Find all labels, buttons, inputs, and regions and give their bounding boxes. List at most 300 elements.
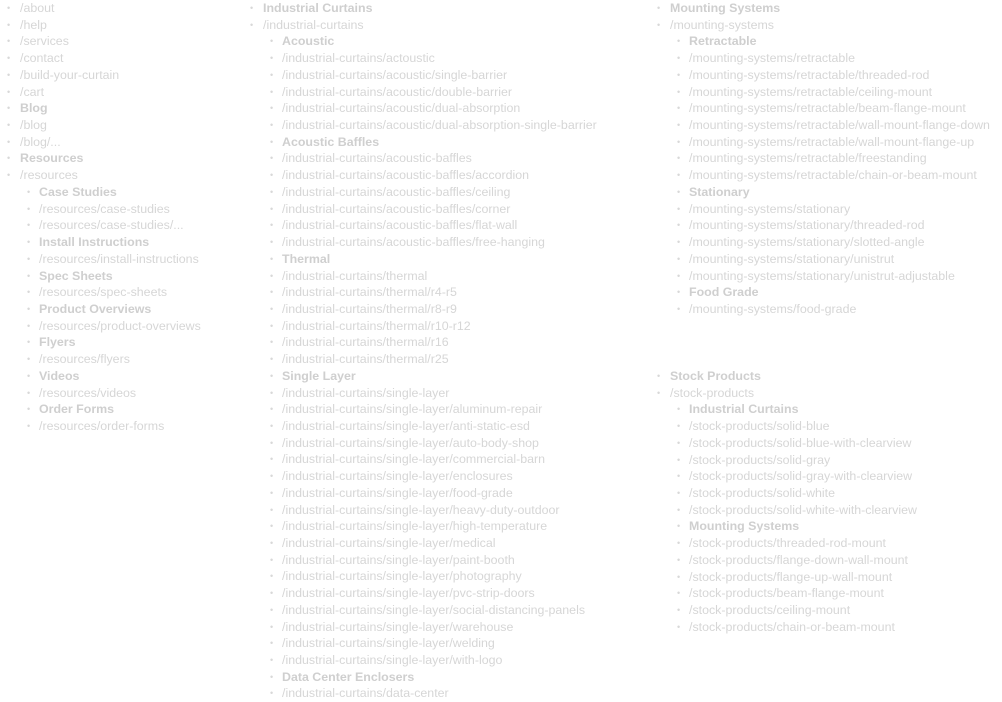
heading-stock-products: Stock Products <box>670 369 761 383</box>
sitemap-link-item[interactable] <box>244 117 644 134</box>
bullet-icon: • <box>677 471 681 482</box>
bullet-icon: • <box>270 521 274 532</box>
bullet-icon: • <box>270 454 274 465</box>
link-mounting-systems-stationary-unistrut-adjustable[interactable]: /mounting-systems/stationary/unistrut-adjustable <box>689 268 955 283</box>
link-mounting-systems-retractable-chain-or-beam-mount[interactable]: /mounting-systems/retractable/chain-or-beam-mount <box>689 168 977 183</box>
link-industrial-curtains-single-layer-heavy-duty-outdoor[interactable]: /industrial-curtains/single-layer/heavy-duty-outdoor <box>282 502 560 517</box>
link-industrial-curtains-single-layer-photography[interactable]: /industrial-curtains/single-layer/photography <box>282 569 522 584</box>
bullet-icon: • <box>270 487 274 498</box>
sitemap-link-item[interactable] <box>244 552 644 569</box>
sitemap-link-item[interactable] <box>244 184 644 201</box>
sitemap-link-item[interactable] <box>1 318 247 335</box>
sitemap-section-heading <box>1 184 247 201</box>
bullet-icon: • <box>270 370 274 381</box>
heading-food-grade: Food Grade <box>689 285 759 300</box>
sitemap-link-item[interactable] <box>651 552 1002 569</box>
sitemap-list-stock-products <box>651 368 1002 636</box>
sitemap-link-item[interactable] <box>1 284 247 301</box>
sitemap-link-item[interactable] <box>1 117 247 134</box>
bullet-icon: • <box>270 538 274 548</box>
sitemap-column-3-bottom <box>651 368 1002 636</box>
sitemap-section-heading <box>244 33 644 50</box>
sitemap-section-heading <box>651 284 1002 301</box>
bullet-icon: • <box>270 554 274 565</box>
link-stock-products-solid-blue[interactable]: /stock-products/solid-blue <box>689 419 830 434</box>
bullet-icon: • <box>7 69 11 80</box>
sitemap-link-item[interactable] <box>244 385 644 402</box>
bullet-icon: • <box>270 303 274 314</box>
link-industrial-curtains-single-layer-food-grade[interactable]: /industrial-curtains/single-layer/food-grade <box>282 485 513 500</box>
sitemap-link-item[interactable] <box>244 268 644 285</box>
sitemap-link-item[interactable] <box>244 585 644 602</box>
bullet-icon: • <box>270 337 274 348</box>
sitemap-section-heading <box>1 368 247 385</box>
link-services[interactable]: /services <box>20 34 69 49</box>
link-mounting-systems-retractable-ceiling-mount[interactable]: /mounting-systems/retractable/ceiling-mount <box>689 84 933 99</box>
heading-industrial-curtains: Industrial Curtains <box>689 402 799 417</box>
sitemap-link-item[interactable] <box>244 284 644 301</box>
bullet-icon: • <box>677 421 681 432</box>
bullet-icon: • <box>7 103 11 114</box>
bullet-icon: • <box>7 170 11 181</box>
sitemap-section-heading <box>1 268 247 285</box>
sitemap-link-item[interactable] <box>244 435 644 452</box>
bullet-icon: • <box>270 404 274 415</box>
sitemap-column-2 <box>244 0 644 702</box>
sitemap-link-item[interactable] <box>244 100 644 117</box>
bullet-icon: • <box>270 53 274 64</box>
bullet-icon: • <box>27 337 31 348</box>
sitemap-link-item[interactable] <box>244 301 644 318</box>
sitemap-section-heading <box>244 134 644 151</box>
bullet-icon: • <box>270 621 274 632</box>
link-industrial-curtains-single-layer-with-logo[interactable]: /industrial-curtains/single-layer/with-logo <box>282 653 503 668</box>
bullet-icon: • <box>677 170 681 181</box>
bullet-icon: • <box>270 420 274 431</box>
bullet-icon: • <box>27 270 31 281</box>
bullet-icon: • <box>677 270 681 281</box>
sitemap-section-heading <box>651 401 1002 418</box>
bullet-icon: • <box>677 404 681 415</box>
bullet-icon: • <box>677 437 681 448</box>
link-industrial-curtains-single-layer-enclosures[interactable]: /industrial-curtains/single-layer/enclosures <box>282 469 513 484</box>
sitemap-section-heading <box>1 234 247 251</box>
sitemap-link-item[interactable] <box>244 167 644 184</box>
sitemap-link-item[interactable] <box>1 201 247 218</box>
bullet-icon: • <box>270 170 274 181</box>
link-industrial-curtains-single-layer-warehouse[interactable]: /industrial-curtains/single-layer/warehouse <box>282 619 514 634</box>
heading-acoustic-baffles: Acoustic Baffles <box>282 134 380 149</box>
sitemap-link-item[interactable] <box>244 401 644 418</box>
bullet-icon: • <box>27 370 31 381</box>
sitemap-link-item[interactable] <box>244 502 644 519</box>
heading-product-overviews: Product Overviews <box>39 301 152 316</box>
sitemap-link-item[interactable] <box>651 217 1002 234</box>
sitemap-link-item[interactable] <box>651 468 1002 485</box>
heading-resources: Resources <box>20 151 84 166</box>
sitemap-link-item[interactable] <box>1 134 247 151</box>
bullet-icon: • <box>270 471 274 482</box>
link-stock-products-solid-blue-with-clearview[interactable]: /stock-products/solid-blue-with-clearview <box>689 435 912 450</box>
sitemap-link-item[interactable] <box>244 518 644 535</box>
sitemap-link-item[interactable] <box>244 334 644 351</box>
link-resources-product-overviews[interactable]: /resources/product-overviews <box>39 318 201 333</box>
bullet-icon: • <box>7 36 11 47</box>
sitemap-list-mounting-systems <box>651 0 1002 318</box>
link-contact[interactable]: /contact <box>20 51 64 66</box>
sitemap-link-item[interactable] <box>244 201 644 218</box>
sitemap-section-heading <box>1 150 247 167</box>
bullet-icon: • <box>677 504 681 515</box>
sitemap-link-item[interactable] <box>651 569 1002 586</box>
sitemap-link-item[interactable] <box>651 385 1002 402</box>
bullet-icon: • <box>677 136 681 147</box>
link-industrial-curtains-acoustic-baffles[interactable]: /industrial-curtains/acoustic-baffles <box>282 151 472 166</box>
bullet-icon: • <box>270 36 274 47</box>
bullet-icon: • <box>657 371 661 381</box>
sitemap-link-item[interactable] <box>244 84 644 101</box>
link-build-your-curtain[interactable]: /build-your-curtain <box>20 67 120 82</box>
bullet-icon: • <box>27 387 31 398</box>
link-resources[interactable]: /resources <box>20 168 78 183</box>
sitemap-section-heading <box>244 251 644 268</box>
sitemap-link-item[interactable] <box>244 468 644 485</box>
link-stock-products-solid-gray[interactable]: /stock-products/solid-gray <box>689 452 831 467</box>
link-cart[interactable]: /cart <box>20 84 45 99</box>
link-industrial-curtains-acoustic-baffles-flat-wall[interactable]: /industrial-curtains/acoustic-baffles/flat-wall <box>282 218 518 233</box>
bullet-icon: • <box>270 571 274 582</box>
link-mounting-systems-stationary-unistrut[interactable]: /mounting-systems/stationary/unistrut <box>689 251 895 266</box>
sitemap-link-item[interactable] <box>244 685 644 702</box>
bullet-icon: • <box>677 488 681 499</box>
sitemap-section-heading <box>244 0 644 17</box>
sitemap-link-item[interactable] <box>244 17 644 34</box>
link-stock-products-solid-white[interactable]: /stock-products/solid-white <box>689 486 835 501</box>
link-blog[interactable]: /blog/... <box>20 134 61 149</box>
sitemap-link-item[interactable] <box>651 418 1002 435</box>
bullet-icon: • <box>677 237 681 248</box>
sitemap-link-item[interactable] <box>651 67 1002 84</box>
sitemap-link-item[interactable] <box>651 435 1002 452</box>
bullet-icon: • <box>677 538 681 549</box>
sitemap-section-heading <box>244 669 644 686</box>
heading-install-instructions: Install Instructions <box>39 235 150 250</box>
bullet-icon: • <box>677 36 681 47</box>
link-industrial-curtains-acoustic-baffles-accordion[interactable]: /industrial-curtains/acoustic-baffles/accordion <box>282 168 530 183</box>
link-stock-products-beam-flange-mount[interactable]: /stock-products/beam-flange-mount <box>689 586 884 601</box>
bullet-icon: • <box>677 86 681 97</box>
sitemap-link-item[interactable] <box>651 50 1002 67</box>
sitemap-list-industrial-curtains <box>244 0 644 702</box>
heading-mounting-systems: Mounting Systems <box>689 519 800 534</box>
link-industrial-curtains-thermal-r8-r9[interactable]: /industrial-curtains/thermal/r8-r9 <box>282 301 457 316</box>
heading-data-center-enclosers: Data Center Enclosers <box>282 669 415 684</box>
link-industrial-curtains-thermal-r4-r5[interactable]: /industrial-curtains/thermal/r4-r5 <box>282 285 457 300</box>
bullet-icon: • <box>27 203 31 214</box>
link-stock-products-ceiling-mount[interactable]: /stock-products/ceiling-mount <box>689 603 851 618</box>
sitemap-link-item[interactable] <box>651 117 1002 134</box>
sitemap-link-item[interactable] <box>651 268 1002 285</box>
sitemap-section-heading <box>651 33 1002 50</box>
bullet-icon: • <box>677 220 681 231</box>
bullet-icon: • <box>677 605 681 616</box>
link-resources-case-studies[interactable]: /resources/case-studies/... <box>39 218 184 233</box>
bullet-icon: • <box>677 521 681 532</box>
bullet-icon: • <box>677 120 681 131</box>
link-industrial-curtains-acoustic-baffles-free-hanging[interactable]: /industrial-curtains/acoustic-baffles/free-hanging <box>282 235 545 250</box>
bullet-icon: • <box>677 287 681 298</box>
link-industrial-curtains-single-layer-anti-static-esd[interactable]: /industrial-curtains/single-layer/anti-static-esd <box>282 418 530 433</box>
bullet-icon: • <box>270 638 274 649</box>
bullet-icon: • <box>677 186 681 197</box>
bullet-icon: • <box>270 671 274 682</box>
sitemap-link-item[interactable] <box>1 385 247 402</box>
bullet-icon: • <box>270 320 274 331</box>
link-industrial-curtains-single-layer-pvc-strip-doors[interactable]: /industrial-curtains/single-layer/pvc-strip-doors <box>282 586 535 601</box>
link-industrial-curtains-thermal-r10-r12[interactable]: /industrial-curtains/thermal/r10-r12 <box>282 318 471 333</box>
link-stock-products-flange-down-wall-mount[interactable]: /stock-products/flange-down-wall-mount <box>689 552 908 567</box>
sitemap-link-item[interactable] <box>244 150 644 167</box>
sitemap-link-item[interactable] <box>244 652 644 669</box>
link-industrial-curtains-acoustic-dual-absorption[interactable]: /industrial-curtains/acoustic/dual-absorption <box>282 101 521 116</box>
bullet-icon: • <box>27 237 31 248</box>
bullet-icon: • <box>270 354 274 365</box>
sitemap-section-heading <box>651 0 1002 17</box>
link-mounting-systems-stationary-slotted-angle[interactable]: /mounting-systems/stationary/slotted-angle <box>689 235 925 250</box>
link-industrial-curtains-single-layer-welding[interactable]: /industrial-curtains/single-layer/welding <box>282 636 495 651</box>
bullet-icon: • <box>270 69 274 80</box>
heading-industrial-curtains: Industrial Curtains <box>263 1 373 15</box>
bullet-icon: • <box>270 504 274 515</box>
link-industrial-curtains-single-layer[interactable]: /industrial-curtains/single-layer <box>282 385 450 400</box>
sitemap-link-item[interactable] <box>651 452 1002 469</box>
sitemap-link-item[interactable] <box>1 17 247 34</box>
link-mounting-systems-retractable[interactable]: /mounting-systems/retractable <box>689 51 855 66</box>
link-industrial-curtains-thermal-r25[interactable]: /industrial-curtains/thermal/r25 <box>282 352 449 367</box>
sitemap-link-item[interactable] <box>244 50 644 67</box>
bullet-icon: • <box>27 354 31 365</box>
sitemap-link-item[interactable] <box>651 234 1002 251</box>
link-mounting-systems-retractable-freestanding[interactable]: /mounting-systems/retractable/freestanding <box>689 151 927 166</box>
bullet-icon: • <box>27 253 31 264</box>
link-resources-install-instructions[interactable]: /resources/install-instructions <box>39 251 199 266</box>
link-industrial-curtains-single-layer-auto-body-shop[interactable]: /industrial-curtains/single-layer/auto-body-shop <box>282 435 539 450</box>
link-industrial-curtains-thermal[interactable]: /industrial-curtains/thermal <box>282 268 428 283</box>
bullet-icon: • <box>270 588 274 599</box>
bullet-icon: • <box>270 86 274 97</box>
sitemap-link-item[interactable] <box>651 619 1002 636</box>
sitemap-section-heading <box>244 368 644 385</box>
link-stock-products[interactable]: /stock-products <box>670 385 755 400</box>
link-industrial-curtains-acoustic-single-barrier[interactable]: /industrial-curtains/acoustic/single-barrier <box>282 67 508 82</box>
link-mounting-systems-retractable-threaded-rod[interactable]: /mounting-systems/retractable/threaded-rod <box>689 67 930 82</box>
link-stock-products-flange-up-wall-mount[interactable]: /stock-products/flange-up-wall-mount <box>689 569 893 584</box>
link-industrial-curtains-acoustic-baffles-ceiling[interactable]: /industrial-curtains/acoustic-baffles/ceiling <box>282 184 511 199</box>
sitemap-link-item[interactable] <box>244 485 644 502</box>
link-stock-products-threaded-rod-mount[interactable]: /stock-products/threaded-rod-mount <box>689 536 886 551</box>
sitemap-link-item[interactable] <box>1 251 247 268</box>
sitemap-link-item[interactable] <box>651 17 1002 34</box>
bullet-icon: • <box>27 404 31 415</box>
bullet-icon: • <box>270 237 274 248</box>
link-resources-videos[interactable]: /resources/videos <box>39 385 137 400</box>
sitemap-link-item[interactable] <box>244 217 644 234</box>
heading-case-studies: Case Studies <box>39 184 117 199</box>
link-industrial-curtains-single-layer-commercial-barn[interactable]: /industrial-curtains/single-layer/commercial-barn <box>282 452 546 467</box>
sitemap-link-item[interactable] <box>651 251 1002 268</box>
sitemap-link-item[interactable] <box>244 619 644 636</box>
bullet-icon: • <box>270 203 274 214</box>
sitemap-link-item[interactable] <box>244 635 644 652</box>
sitemap-link-item[interactable] <box>651 485 1002 502</box>
link-mounting-systems[interactable]: /mounting-systems <box>670 17 774 32</box>
bullet-icon: • <box>27 186 31 197</box>
sitemap-link-item[interactable] <box>244 451 644 468</box>
sitemap-link-item[interactable] <box>1 67 247 84</box>
bullet-icon: • <box>270 186 274 197</box>
sitemap-link-item[interactable] <box>244 67 644 84</box>
sitemap-link-item[interactable] <box>651 585 1002 602</box>
heading-stationary: Stationary <box>689 184 750 199</box>
link-resources-flyers[interactable]: /resources/flyers <box>39 352 130 367</box>
bullet-icon: • <box>27 420 31 431</box>
bullet-icon: • <box>677 554 681 565</box>
sitemap-section-heading <box>651 368 1002 385</box>
link-blog[interactable]: /blog <box>20 118 47 133</box>
bullet-icon: • <box>7 136 11 147</box>
link-industrial-curtains-single-layer-paint-booth[interactable]: /industrial-curtains/single-layer/paint-booth <box>282 552 515 567</box>
sitemap-link-item[interactable] <box>1 0 247 17</box>
link-industrial-curtains-single-layer-high-temperature[interactable]: /industrial-curtains/single-layer/high-temperature <box>282 519 548 534</box>
link-mounting-systems-stationary-threaded-rod[interactable]: /mounting-systems/stationary/threaded-rod <box>689 218 925 233</box>
bullet-icon: • <box>270 437 274 448</box>
heading-spec-sheets: Spec Sheets <box>39 268 113 283</box>
bullet-icon: • <box>250 3 254 13</box>
link-resources-case-studies[interactable]: /resources/case-studies <box>39 201 170 216</box>
sitemap-list-main <box>1 0 247 435</box>
sitemap-column-3-top <box>651 0 1002 318</box>
sitemap-link-item[interactable] <box>1 418 247 435</box>
bullet-icon: • <box>270 287 274 298</box>
sitemap-link-item[interactable] <box>244 568 644 585</box>
sitemap-section-heading <box>1 334 247 351</box>
link-mounting-systems-retractable-beam-flange-mount[interactable]: /mounting-systems/retractable/beam-flange-mount <box>689 101 966 116</box>
sitemap-link-item[interactable] <box>244 602 644 619</box>
link-industrial-curtains-acoustic-double-barrier[interactable]: /industrial-curtains/acoustic/double-barrier <box>282 84 513 99</box>
link-industrial-curtains-single-layer-aluminum-repair[interactable]: /industrial-curtains/single-layer/aluminum-repair <box>282 402 543 417</box>
sitemap-section-heading <box>651 518 1002 535</box>
link-industrial-curtains-single-layer-medical[interactable]: /industrial-curtains/single-layer/medical <box>282 536 496 550</box>
link-industrial-curtains[interactable]: /industrial-curtains <box>263 17 364 32</box>
sitemap-link-item[interactable] <box>1 84 247 101</box>
heading-acoustic: Acoustic <box>282 34 335 49</box>
link-stock-products-solid-white-with-clearview[interactable]: /stock-products/solid-white-with-clearview <box>689 502 917 517</box>
bullet-icon: • <box>657 19 661 30</box>
heading-mounting-systems: Mounting Systems <box>670 1 781 15</box>
bullet-icon: • <box>677 103 681 114</box>
sitemap-link-item[interactable] <box>1 167 247 184</box>
sitemap-link-item[interactable] <box>651 301 1002 318</box>
sitemap-link-item[interactable] <box>1 33 247 50</box>
link-industrial-curtains-data-center[interactable]: /industrial-curtains/data-center <box>282 686 449 701</box>
sitemap-section-heading <box>1 301 247 318</box>
bullet-icon: • <box>7 3 11 13</box>
link-mounting-systems-retractable-wall-mount-flange-up[interactable]: /mounting-systems/retractable/wall-mount-flange-up <box>689 134 975 149</box>
sitemap-link-item[interactable] <box>1 50 247 67</box>
bullet-icon: • <box>677 53 681 64</box>
bullet-icon: • <box>270 220 274 231</box>
sitemap-section-heading <box>651 184 1002 201</box>
sitemap-link-item[interactable] <box>651 167 1002 184</box>
sitemap-link-item[interactable] <box>244 535 644 552</box>
link-stock-products-solid-gray-with-clearview[interactable]: /stock-products/solid-gray-with-clearview <box>689 469 913 484</box>
bullet-icon: • <box>270 655 274 666</box>
sitemap-link-item[interactable] <box>651 150 1002 167</box>
link-resources-order-forms[interactable]: /resources/order-forms <box>39 418 165 433</box>
bullet-icon: • <box>677 253 681 264</box>
sitemap-link-item[interactable] <box>1 217 247 234</box>
link-mounting-systems-food-grade[interactable]: /mounting-systems/food-grade <box>689 301 857 316</box>
bullet-icon: • <box>677 203 681 214</box>
bullet-icon: • <box>250 19 254 30</box>
sitemap-link-item[interactable] <box>651 100 1002 117</box>
link-industrial-curtains-actoustic[interactable]: /industrial-curtains/actoustic <box>282 51 435 66</box>
sitemap-link-item[interactable] <box>651 134 1002 151</box>
bullet-icon: • <box>27 303 31 314</box>
bullet-icon: • <box>7 120 11 131</box>
bullet-icon: • <box>27 287 31 298</box>
sitemap-link-item[interactable] <box>244 234 644 251</box>
link-mounting-systems-retractable-wall-mount-flange-down[interactable]: /mounting-systems/retractable/wall-mount-flange-down <box>689 118 990 133</box>
heading-videos: Videos <box>39 368 80 383</box>
link-industrial-curtains-thermal-r16[interactable]: /industrial-curtains/thermal/r16 <box>282 335 449 350</box>
sitemap-link-item[interactable] <box>651 201 1002 218</box>
sitemap-link-item[interactable] <box>244 318 644 335</box>
bullet-icon: • <box>270 604 274 615</box>
bullet-icon: • <box>270 387 274 398</box>
bullet-icon: • <box>7 86 11 97</box>
sitemap-link-item[interactable] <box>651 84 1002 101</box>
link-resources-spec-sheets[interactable]: /resources/spec-sheets <box>39 285 168 300</box>
bullet-icon: • <box>7 53 11 64</box>
bullet-icon: • <box>657 387 661 398</box>
link-industrial-curtains-single-layer-social-distancing-panels[interactable]: /industrial-curtains/single-layer/social-distancing-panels <box>282 602 586 617</box>
link-about[interactable]: /about <box>20 1 55 15</box>
sitemap-link-item[interactable] <box>651 535 1002 552</box>
bullet-icon: • <box>27 220 31 231</box>
link-industrial-curtains-acoustic-baffles-corner[interactable]: /industrial-curtains/acoustic-baffles/corner <box>282 201 511 216</box>
bullet-icon: • <box>677 621 681 632</box>
sitemap-link-item[interactable] <box>651 602 1002 619</box>
bullet-icon: • <box>270 153 274 164</box>
bullet-icon: • <box>657 3 661 13</box>
bullet-icon: • <box>27 320 31 331</box>
link-help[interactable]: /help <box>20 17 47 32</box>
link-mounting-systems-stationary[interactable]: /mounting-systems/stationary <box>689 201 851 216</box>
heading-thermal: Thermal <box>282 251 331 266</box>
sitemap-link-item[interactable] <box>244 418 644 435</box>
sitemap-link-item[interactable] <box>244 351 644 368</box>
bullet-icon: • <box>270 103 274 114</box>
heading-retractable: Retractable <box>689 34 757 49</box>
heading-order-forms: Order Forms <box>39 402 115 417</box>
link-industrial-curtains-acoustic-dual-absorption-single-barrier[interactable]: /industrial-curtains/acoustic/dual-absorption-single-barrier <box>282 118 597 133</box>
sitemap-link-item[interactable] <box>651 502 1002 519</box>
bullet-icon: • <box>7 153 11 164</box>
bullet-icon: • <box>677 153 681 164</box>
link-stock-products-chain-or-beam-mount[interactable]: /stock-products/chain-or-beam-mount <box>689 619 895 634</box>
sitemap-link-item[interactable] <box>1 351 247 368</box>
